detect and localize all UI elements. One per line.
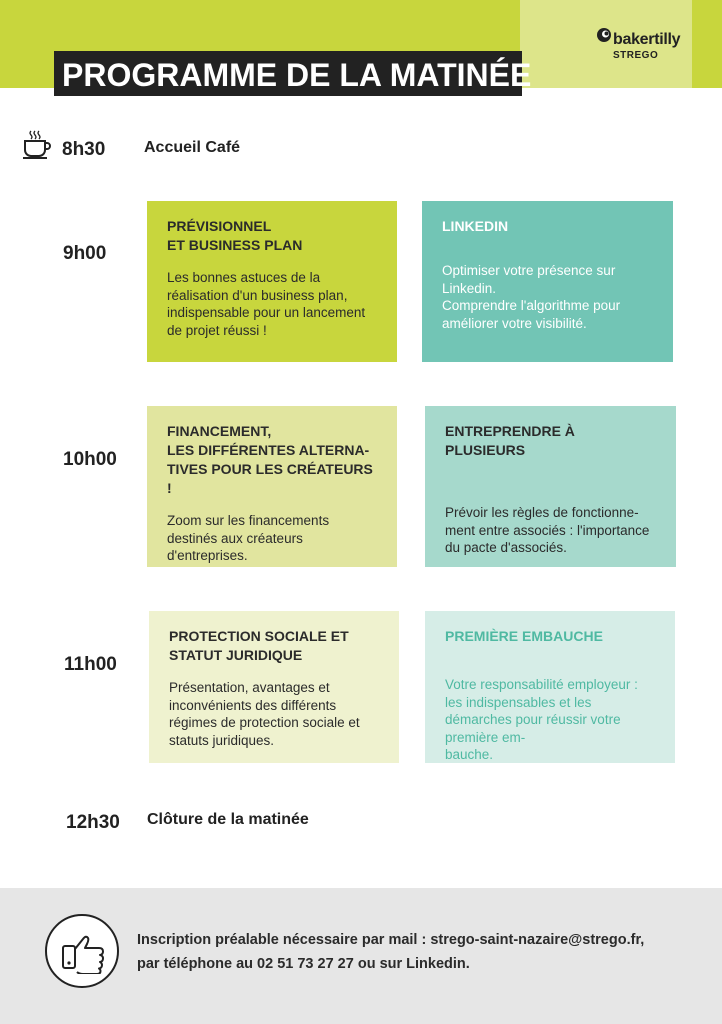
- hand-icon-circle: [45, 914, 119, 988]
- time-9h00: 9h00: [63, 243, 107, 264]
- session-card-entreprendre: [425, 406, 676, 567]
- time-11h00: 11h00: [64, 654, 117, 675]
- session-title: PREMIÈRE EMBAUCHE: [445, 628, 603, 644]
- session-title: LINKEDIN: [442, 218, 509, 234]
- footer-line-1: Inscription préalable nécessaire par mail : strego-saint-nazaire@strego.fr,: [137, 932, 645, 948]
- session-card-protection-sociale: [149, 611, 399, 763]
- coffee-cup-icon: [20, 128, 52, 160]
- footer-text: [137, 928, 644, 976]
- session-description: Les bonnes astuces de la réalisation d'un business plan, indispensable pour un lancement de projet réussi !: [167, 270, 366, 338]
- session-title: PROTECTION SOCIALE ET STATUT JURIDIQUE: [169, 628, 349, 663]
- session-description: Présentation, avantages et inconvénients des différents régimes de protection sociale et statuts juridiques.: [169, 680, 360, 748]
- session-card-premiere-embauche: [425, 611, 675, 763]
- time-12h30: 12h30: [66, 812, 120, 833]
- time-8h30: 8h30: [62, 139, 106, 160]
- session-card-financement: [147, 406, 397, 567]
- session-title: PRÉVISIONNEL ET BUSINESS PLAN: [167, 218, 303, 253]
- header-band-edge: [692, 0, 722, 88]
- logo-name: bakertilly: [613, 31, 681, 48]
- closing-label: Clôture de la matinée: [147, 811, 309, 828]
- session-title: FINANCEMENT, LES DIFFÉRENTES ALTERNA- TIVES POUR LES CRÉATEURS !: [167, 423, 373, 496]
- session-description: Prévoir les règles de fonctionne- ment entre associés : l'importance du pacte d'associés.: [445, 505, 650, 555]
- page-title: PROGRAMME DE LA MATINÉE: [62, 57, 532, 93]
- session-description: Votre responsabilité employeur : les indispensables et les démarches pour réussir votre première em- bauche.: [445, 677, 638, 762]
- footer-line-2: par téléphone au 02 51 73 27 27 ou sur Linkedin.: [137, 956, 470, 972]
- thumbs-up-hand-icon: [59, 930, 107, 974]
- brand-logo: [596, 27, 696, 67]
- welcome-label: Accueil Café: [144, 139, 241, 156]
- session-description: Optimiser votre présence sur Linkedin. Comprendre l'algorithme pour améliorer votre visibilité.: [442, 263, 621, 331]
- bakertilly-logo-icon: [596, 27, 612, 43]
- session-description: Zoom sur les financements destinés aux créateurs d'entreprises.: [167, 513, 330, 563]
- session-title: ENTREPRENDRE À PLUSIEURS: [445, 423, 575, 458]
- session-card-linkedin: [422, 201, 673, 362]
- time-10h00: 10h00: [63, 449, 117, 470]
- logo-subtitle: STREGO: [613, 50, 659, 61]
- session-card-business-plan: [147, 201, 397, 362]
